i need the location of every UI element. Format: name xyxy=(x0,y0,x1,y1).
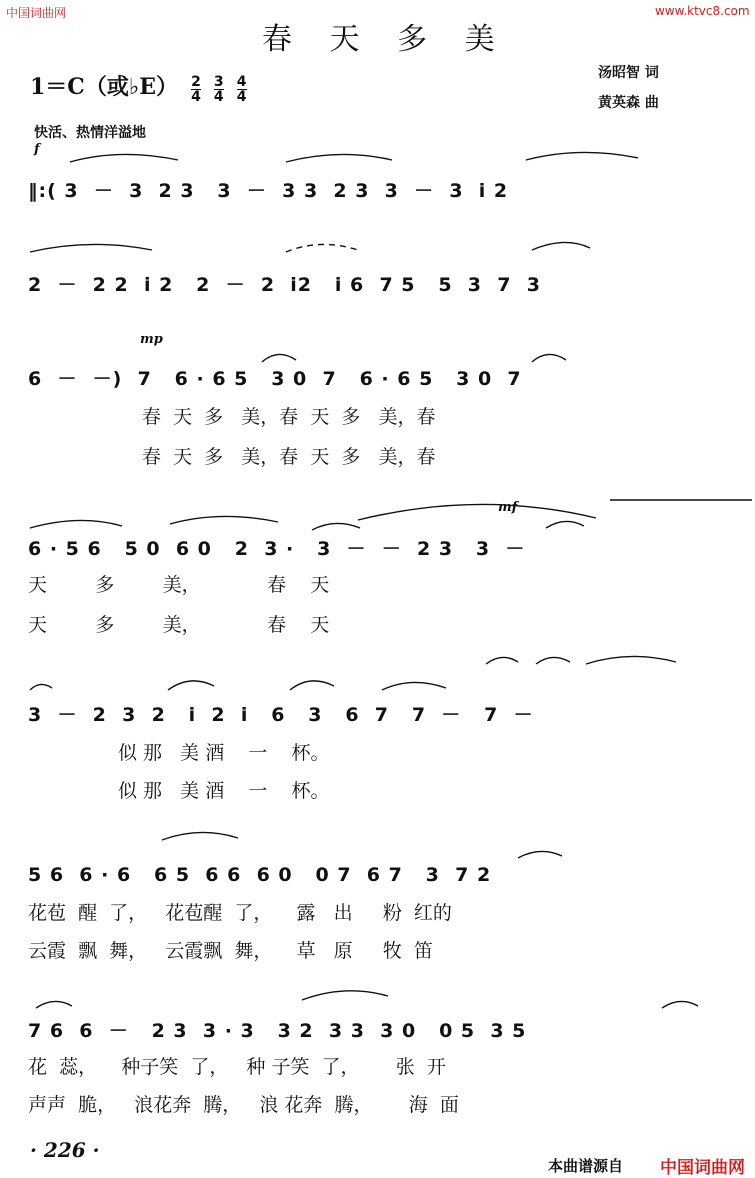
lyric-line-1: 春 天 多 美，春 天 多 美，春 xyxy=(142,406,436,428)
time-signature-4-4: $\frac{4}{4}$ xyxy=(236,74,247,105)
lyric-line-2: 春 天 多 美，春 天 多 美，春 xyxy=(142,446,436,468)
slur-dashed xyxy=(286,244,358,252)
slur xyxy=(536,657,570,664)
slur xyxy=(170,516,278,524)
key-signature: 1＝C（或♭E） xyxy=(30,74,178,100)
slur xyxy=(286,154,392,162)
staff-line-2: 2 － 2 2 i 2 2 － 2 i2 i 6 7 5 5 3 7 3 xyxy=(28,274,541,296)
slur xyxy=(532,242,590,250)
dynamic-f: f xyxy=(34,142,40,157)
lyric-line-7: 花苞 醒 了， 花苞醒 了， 露 出 粉 红的 xyxy=(28,902,452,924)
slur xyxy=(532,354,566,362)
song-title: 春 天 多 美 xyxy=(262,22,509,57)
slur xyxy=(382,682,446,690)
slur xyxy=(518,851,562,858)
slur xyxy=(526,152,638,160)
slur xyxy=(312,523,360,530)
slur xyxy=(36,1001,72,1008)
lyric-line-6: 似 那 美 酒 一 杯。 xyxy=(118,780,330,802)
lyric-line-3: 天 多 美， 春 天 xyxy=(28,574,330,596)
slur xyxy=(30,520,122,528)
slur xyxy=(586,656,676,664)
page-number: · 226 · xyxy=(30,1138,100,1162)
slur xyxy=(162,832,238,840)
slur xyxy=(30,684,52,690)
time-signature-3-4: $\frac{3}{4}$ xyxy=(213,74,224,105)
tempo-marking: 快活、热情洋溢地 xyxy=(34,125,146,141)
time-signature-2-4: $\frac{2}{4}$ xyxy=(191,74,201,105)
dynamic-mp: mp xyxy=(140,332,163,347)
dynamic-mf: mf xyxy=(498,500,518,515)
slur xyxy=(662,1001,698,1008)
slur xyxy=(262,354,296,362)
slur xyxy=(30,244,152,252)
slur xyxy=(486,657,518,664)
lyric-line-8: 云霞 飘 舞， 云霞飘 舞， 草 原 牧 笛 xyxy=(28,940,433,962)
slur xyxy=(70,154,178,162)
watermark-right: www.ktvc8.com xyxy=(655,4,750,18)
slur xyxy=(302,991,388,1000)
watermark-left: 中国词曲网 xyxy=(6,6,67,20)
lyric-line-5: 似 那 美 酒 一 杯。 xyxy=(118,742,330,764)
lyric-line-10: 声声 脆， 浪花奔 腾， 浪 花奔 腾， 海 面 xyxy=(28,1094,459,1116)
staff-line-3: 6 － －) 7 6 · 6 5 3 0 7 6 · 6 5 3 0 7 xyxy=(28,368,522,390)
lyricist-credit: 汤昭智 词 xyxy=(598,65,659,81)
slur xyxy=(168,681,214,690)
slur xyxy=(546,521,584,528)
staff-line-6: 5 6 6 · 6 6 5 6 6 6 0 0 7 6 7 3 7 2 xyxy=(28,864,492,886)
footer-source-label: 本曲谱源自 xyxy=(548,1157,624,1175)
slur xyxy=(358,504,596,520)
composer-credit: 黄英森 曲 xyxy=(598,95,659,111)
lyric-line-4: 天 多 美， 春 天 xyxy=(28,614,330,636)
staff-line-5: 3 － 2 3 2 i 2 i 6 3 6 7 7 － 7 － xyxy=(28,704,534,726)
footer-source-site: 中国词曲网 xyxy=(660,1158,745,1178)
lyric-line-9: 花 蕊， 种子笑 了， 种 子笑 了， 张 开 xyxy=(28,1056,446,1078)
staff-line-4: 6 · 5 6 5 0 6 0 2 3 · 3 － － 2 3 3 － xyxy=(28,538,526,560)
staff-line-7: 7 6 6 － 2 3 3 · 3 3 2 3 3 3 0 0 5 3 5 xyxy=(28,1020,527,1042)
staff-line-1: ‖:( 3 － 3 2 3 3 － 3 3 2 3 3 － 3 i 2 xyxy=(28,180,509,202)
slur xyxy=(290,681,334,690)
